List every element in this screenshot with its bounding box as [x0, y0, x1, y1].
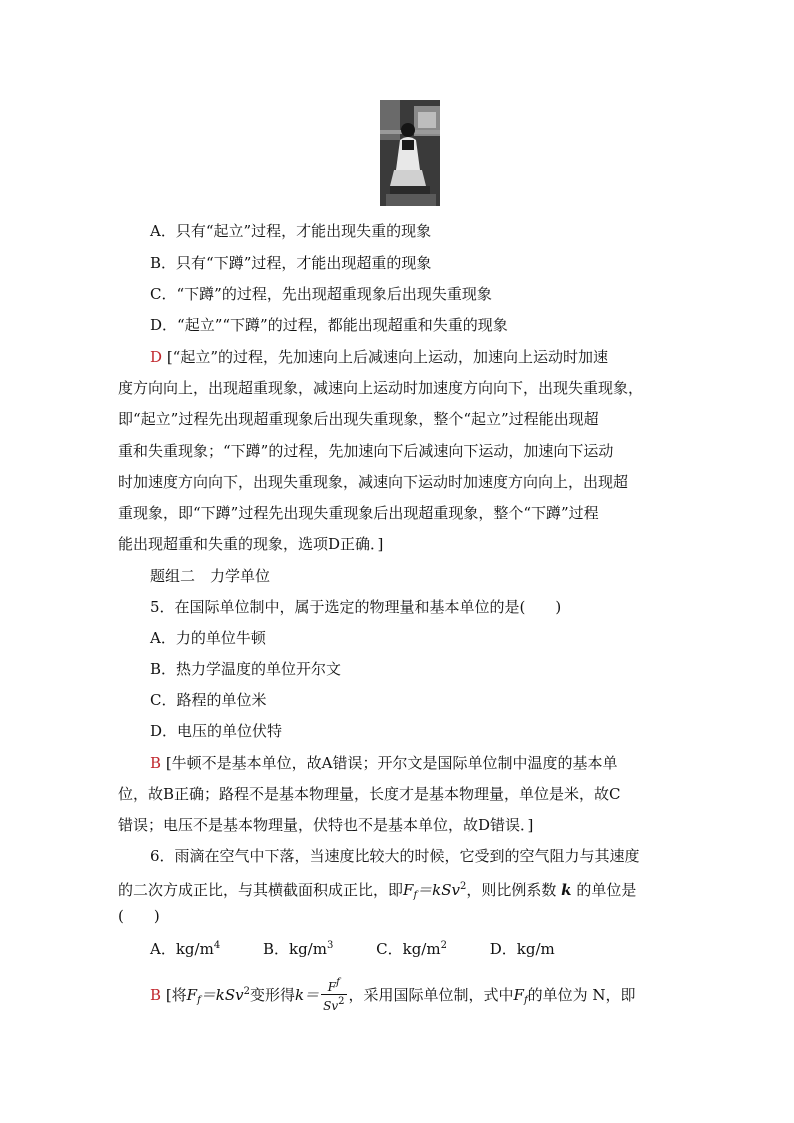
q6-option-c-exp: 2: [440, 940, 447, 951]
q6-expl-f2: F: [513, 986, 524, 1004]
q4-option-c: C．“下蹲”的过程，先出现超重现象后出现失重现象: [150, 285, 492, 303]
q6-formula-f-subscript: f: [413, 890, 418, 901]
person-squatting-photo: [380, 100, 440, 206]
q4-explanation-line-6: 重现象，即“下蹲”过程先出现失重现象后出现超重现象，整个“下蹲”过程: [118, 504, 599, 522]
q4-explanation-line-3: 即“起立”过程先出现超重现象后出现失重现象，整个“起立”过程能出现超: [118, 410, 599, 428]
q6-fraction: [321, 976, 346, 1013]
q6-expl-f-subscript: f: [197, 995, 201, 1006]
q6-formula-f: F: [403, 881, 414, 899]
q6-fraction-denominator: [321, 995, 346, 1013]
q4-explanation-line-4: 重和失重现象；“下蹲”的过程，先加速向下后减速向下运动，加速向下运动: [118, 442, 614, 460]
q5-answer: B: [150, 754, 162, 772]
q6-explanation-line-1: [150, 976, 636, 1013]
section-title: 题组二 力学单位: [150, 567, 271, 585]
q5-option-a: A．力的单位牛顿: [150, 629, 266, 647]
q6-expl-eq: ＝kSv: [200, 986, 244, 1004]
q6-frac-den-exp: 2: [338, 996, 345, 1007]
q4-explanation-text-1: [“起立”的过程，先加速向上后减速向上运动，加速向上运动时加速: [166, 348, 609, 366]
q6-formula-eq: ＝kSv: [417, 881, 460, 899]
q4-explanation-line-5: 时加速度方向向下，出现失重现象，减速向下运动时加速度方向向上，出现超: [118, 473, 629, 491]
q4-explanation-line-7: 能出现超重和失重的现象，选项D正确．]: [118, 535, 384, 553]
q5-option-b: B．热力学温度的单位开尔文: [150, 660, 342, 678]
q6-stem-line-2: [118, 877, 636, 906]
q6-option-b-base: B．kg/m: [262, 940, 327, 958]
q4-explanation-line-1: [150, 347, 608, 367]
q5-explanation-line-1: [150, 753, 618, 773]
photo-drawing: [380, 100, 440, 206]
q5-explanation-text-1: [牛顿不是基本单位，故A错误；开尔文是国际单位制中温度的基本单: [165, 754, 618, 772]
q6-option-a: [150, 936, 220, 959]
q4-option-d: D．“起立”“下蹲”的过程，都能出现超重和失重的现象: [150, 316, 508, 334]
q6-option-b: [263, 936, 333, 959]
q6-expl-part-3: ，采用国际单位制，式中: [348, 986, 514, 1004]
q6-option-d: [490, 939, 555, 959]
q6-expl-part-2: 变形得: [250, 986, 296, 1004]
q6-frac-den-sv: Sv: [323, 999, 339, 1013]
q6-expl-exponent: 2: [243, 986, 251, 997]
q6-frac-num-sub: f: [336, 977, 340, 988]
q5-explanation-line-2: 位，故B正确；路程不是基本物理量，长度才是基本物理量，单位是米，故C: [118, 785, 621, 803]
q6-k-symbol: k: [561, 881, 572, 899]
q6-stem-end: 的单位是: [576, 881, 637, 899]
q6-option-d-base: D．kg/m: [489, 940, 555, 958]
q4-answer: D: [150, 348, 163, 366]
q6-frac-num-f: F: [327, 980, 337, 994]
q6-expl-f: F: [186, 986, 198, 1004]
q6-option-c-base: C．kg/m: [376, 940, 441, 958]
q6-expl-k: k＝: [295, 986, 320, 1004]
q6-formula-exponent: 2: [459, 881, 467, 892]
q6-stem-tail: ，则比例系数: [466, 881, 557, 899]
q6-expl-part-1: [将: [165, 986, 187, 1004]
q5-option-d: D．电压的单位伏特: [150, 722, 283, 740]
q6-answer: B: [150, 986, 162, 1004]
q5-explanation-line-3: 错误；电压不是基本物理量，伏特也不是基本单位，故D错误．]: [118, 816, 534, 834]
q6-stem-line-3: ( ): [118, 907, 160, 925]
q4-explanation-line-2: 度方向向上，出现超重现象，减速向上运动时加速度方向向下，出现失重现象，: [118, 379, 644, 397]
q4-option-a: A．只有“起立”过程，才能出现失重的现象: [150, 222, 432, 240]
q6-expl-f2-subscript: f: [523, 995, 528, 1006]
q6-expl-part-4: 的单位为 N，即: [527, 986, 636, 1004]
q6-stem-line-1: 6．雨滴在空气中下落，当速度比较大的时候，它受到的空气阻力与其速度: [150, 847, 640, 865]
q6-option-a-exp: 4: [213, 940, 221, 951]
q6-option-b-exp: 3: [326, 940, 334, 951]
q6-stem-text: 的二次方成正比，与其横截面积成正比，即: [118, 881, 404, 899]
q4-option-b: B．只有“下蹲”过程，才能出现超重的现象: [150, 254, 432, 272]
q5-option-c: C．路程的单位米: [150, 691, 267, 709]
q6-fraction-numerator: [321, 976, 346, 995]
q6-option-a-base: A．kg/m: [150, 940, 214, 958]
q6-options-row: [150, 936, 593, 959]
q6-option-c: [376, 936, 447, 959]
q5-stem: 5．在国际单位制中，属于选定的物理量和基本单位的是( ): [150, 598, 562, 616]
